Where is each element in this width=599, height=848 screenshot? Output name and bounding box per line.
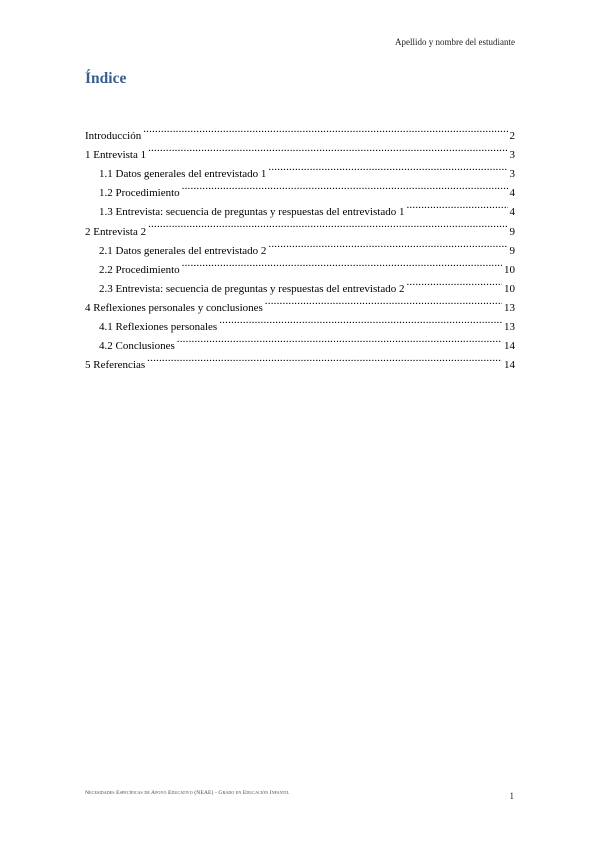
toc-entry[interactable]	[85, 235, 515, 257]
toc-dot-leader	[148, 215, 507, 234]
toc-entry-label: 4.2 Conclusiones	[99, 340, 175, 353]
toc-entry-page: 14	[504, 340, 515, 353]
toc-dot-leader	[406, 273, 502, 292]
toc-dot-leader	[268, 158, 507, 177]
toc-title: Índice	[85, 70, 127, 87]
toc-entry-page: 2	[509, 130, 515, 143]
toc-dot-leader	[182, 177, 508, 196]
toc-dot-leader	[182, 254, 502, 273]
toc-entry-label: 4 Reflexiones personales y conclusiones	[85, 301, 263, 314]
toc-entry-page: 10	[504, 263, 515, 276]
toc-dot-leader	[147, 349, 502, 368]
toc-entry-label: 1.2 Procedimiento	[99, 187, 180, 200]
toc-entry-label: 2.1 Datos generales del entrevistado 2	[99, 244, 267, 257]
toc-entry-page: 9	[509, 225, 515, 238]
toc-entry-label: 2 Entrevista 2	[85, 225, 147, 238]
toc-entry[interactable]	[85, 349, 515, 372]
toc-entry-label: 2.2 Procedimiento	[99, 263, 180, 276]
toc-dot-leader	[148, 139, 507, 158]
toc-entry-page: 9	[509, 244, 515, 257]
toc-entry-label: 4.1 Reflexiones personales	[99, 321, 218, 334]
toc-entry-page: 10	[504, 282, 515, 295]
toc-entry-page: 13	[504, 321, 515, 334]
footer-page-number: 1	[509, 791, 514, 801]
toc-entry-label: 1.1 Datos generales del entrevistado 1	[99, 168, 267, 181]
table-of-contents	[85, 120, 515, 372]
toc-entry[interactable]	[85, 120, 515, 143]
toc-entry-page: 14	[504, 359, 515, 372]
toc-entry[interactable]	[85, 139, 515, 162]
toc-entry-label: 1.3 Entrevista: secuencia de preguntas y respuestas del entrevistado 1	[99, 206, 405, 219]
toc-entry-page: 4	[509, 187, 515, 200]
toc-dot-leader	[406, 196, 507, 215]
header-student-name: Apellido y nombre del estudiante	[395, 37, 515, 47]
toc-entry[interactable]	[85, 215, 515, 238]
toc-entry-page: 3	[509, 149, 515, 162]
footer-course: Necesidades Específicas de Apoyo Educativo (NEAE) - Grado en Educación Infantil	[85, 790, 290, 796]
toc-entry-page: 3	[509, 168, 515, 181]
toc-dot-leader	[143, 120, 507, 139]
toc-entry-label: 1 Entrevista 1	[85, 149, 147, 162]
toc-entry-label: 2.3 Entrevista: secuencia de preguntas y respuestas del entrevistado 2	[99, 282, 405, 295]
toc-entry-label: 5 Referencias	[85, 359, 146, 372]
toc-entry[interactable]	[85, 158, 515, 181]
toc-entry-page: 13	[504, 301, 515, 314]
toc-dot-leader	[268, 235, 507, 254]
toc-entry-page: 4	[509, 206, 515, 219]
toc-dot-leader	[219, 311, 502, 330]
toc-dot-leader	[177, 330, 502, 349]
toc-entry-label: Introducción	[85, 130, 142, 143]
toc-dot-leader	[265, 292, 502, 311]
